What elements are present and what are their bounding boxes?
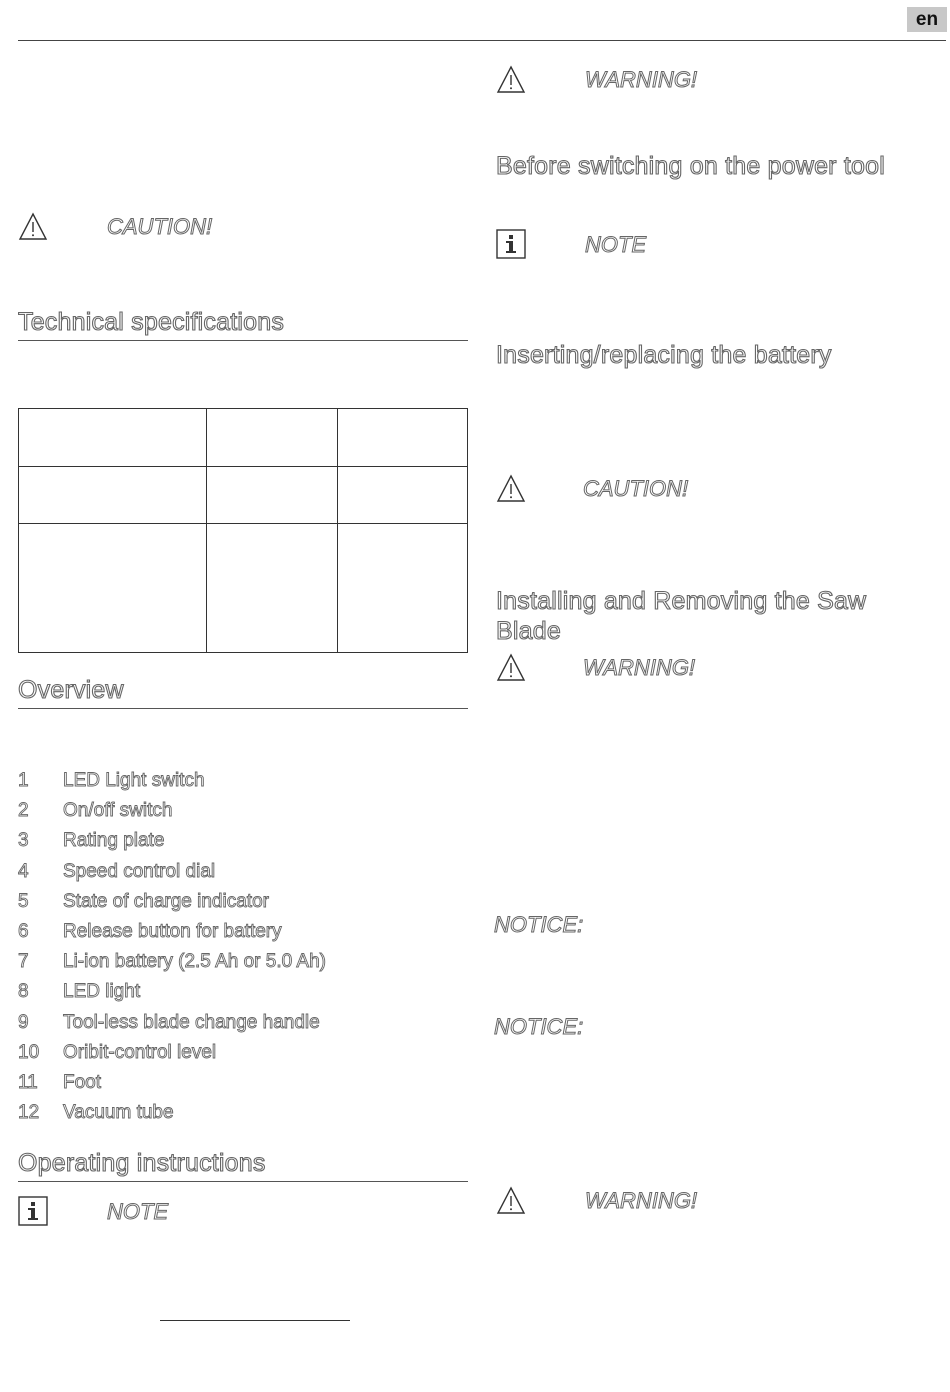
section-rule <box>18 1181 468 1182</box>
item-number: 8 <box>18 981 29 1003</box>
warning-triangle-icon <box>496 474 526 504</box>
warning-triangle-icon <box>496 653 526 683</box>
notice-label: NOTICE: <box>494 1014 584 1039</box>
warning-label: WARNING! <box>585 1188 698 1213</box>
item-text: Foot <box>63 1071 102 1093</box>
info-icon <box>496 229 526 259</box>
list-item <box>18 1042 326 1072</box>
item-text: Speed control dial <box>63 860 216 882</box>
warning-triangle-icon <box>496 1186 526 1216</box>
list-item <box>18 981 326 1011</box>
notice-label: NOTICE: <box>494 912 584 937</box>
item-number: 1 <box>18 770 29 791</box>
list-item <box>18 770 326 800</box>
item-text: On/off switch <box>63 800 173 822</box>
item-number: 5 <box>18 890 29 912</box>
item-number: 2 <box>18 800 29 822</box>
saw-blade-heading: Installing and Removing the Saw Blade <box>496 587 867 645</box>
table-cell <box>338 467 468 524</box>
list-item <box>18 1072 326 1102</box>
inserting-battery-heading: Inserting/replacing the battery <box>496 341 832 369</box>
before-switching-heading: Before switching on the power tool <box>496 152 885 180</box>
item-text: LED Light switch <box>63 770 205 791</box>
list-item <box>18 1102 326 1132</box>
table-cell <box>19 467 207 524</box>
footnote-rule <box>160 1320 350 1321</box>
note-label: NOTE <box>107 1199 169 1224</box>
list-item <box>18 830 326 860</box>
item-text: LED light <box>63 981 141 1003</box>
item-text: Release button for battery <box>63 920 282 942</box>
item-number: 7 <box>18 951 29 973</box>
item-text: Vacuum tube <box>63 1102 174 1124</box>
warning-triangle-icon <box>496 65 526 95</box>
warning-label: WARNING! <box>585 67 698 92</box>
table-cell <box>19 409 207 467</box>
table-cell <box>207 524 338 653</box>
operating-instructions-heading: Operating instructions <box>18 1149 266 1177</box>
specifications-table <box>18 408 468 653</box>
caution-label: CAUTION! <box>107 214 213 239</box>
section-rule <box>18 340 468 341</box>
item-number: 12 <box>18 1102 40 1124</box>
note-label: NOTE <box>585 232 647 257</box>
overview-list <box>18 770 326 1132</box>
item-number: 11 <box>18 1071 38 1093</box>
item-text: Oribit-control level <box>63 1041 217 1063</box>
item-number: 6 <box>18 920 29 942</box>
item-number: 3 <box>18 830 29 852</box>
table-cell <box>338 524 468 653</box>
technical-specifications-heading: Technical specifications <box>18 308 285 336</box>
list-item <box>18 951 326 981</box>
warning-triangle-icon <box>18 212 48 242</box>
caution-label: CAUTION! <box>583 476 689 501</box>
info-icon <box>18 1196 48 1226</box>
warning-label: WARNING! <box>583 655 696 680</box>
section-rule <box>18 708 468 709</box>
list-item <box>18 1012 326 1042</box>
item-text: Tool-less blade change handle <box>63 1011 320 1033</box>
list-item <box>18 891 326 921</box>
table-cell <box>207 467 338 524</box>
list-item <box>18 800 326 830</box>
item-text: State of charge indicator <box>63 890 269 912</box>
item-text: Li-ion battery (2.5 Ah or 5.0 Ah) <box>63 951 326 973</box>
list-item <box>18 861 326 891</box>
table-cell <box>207 409 338 467</box>
item-text: Rating plate <box>63 830 165 852</box>
overview-heading: Overview <box>18 676 124 704</box>
header-rule <box>18 40 946 41</box>
item-number: 9 <box>18 1011 29 1033</box>
item-number: 10 <box>18 1041 40 1063</box>
item-number: 4 <box>18 860 29 882</box>
language-badge: en <box>907 7 947 32</box>
table-cell <box>338 409 468 467</box>
list-item <box>18 921 326 951</box>
table-cell <box>19 524 207 653</box>
